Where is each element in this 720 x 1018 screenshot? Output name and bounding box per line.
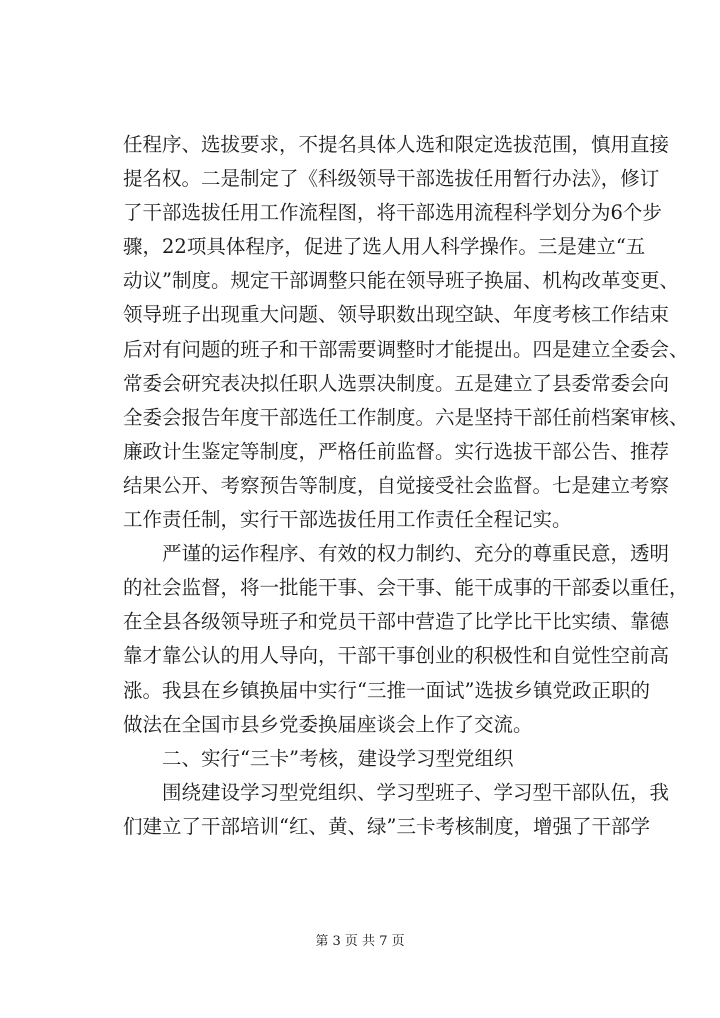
text-line: 廉政计生鉴定等制度，严格任前监督。实行选拔干部公告、推荐 (123, 439, 670, 463)
text-line: 骤，22项具体程序，促进了选人用人科学操作。三是建立“五 (123, 235, 646, 259)
text-line: 提名权。二是制定了《科级领导干部选拔任用暂行办法》，修订 (123, 167, 660, 191)
text-line: 在全县各级领导班子和党员干部中营造了比学比干比实绩、靠德 (123, 610, 670, 634)
text-line: 工作责任制，实行干部选拔任用工作责任全程记实。 (123, 508, 572, 532)
text-line: 们建立了干部培训“红、黄、绿”三卡考核制度，增强了干部学 (123, 814, 650, 838)
text-line: 任程序、选拔要求，不提名具体人选和限定选拔范围，慎用直接 (123, 133, 670, 156)
text-line: 动议”制度。规定干部调整只能在领导班子换届、机构改革变更、 (123, 269, 679, 293)
paragraph-first-line: 围绕建设学习型党组织、学习型班子、学习型干部队伍，我 (162, 780, 670, 804)
section-heading: 二、实行“三卡”考核，建设学习型党组织 (162, 746, 514, 770)
page-footer: 第 3 页 共 7 页 (315, 934, 405, 949)
text-line: 的社会监督，将一批能干事、会干事、能干成事的干部委以重任， (123, 576, 689, 600)
text-line: 了干部选拔任用工作流程图，将干部选用流程科学划分为6个步 (123, 201, 662, 225)
text-line: 结果公开、考察预告等制度，自觉接受社会监督。七是建立考察 (123, 473, 670, 497)
text-line: 后对有问题的班子和干部需要调整时才能提出。四是建立全委会、 (123, 337, 689, 361)
text-line: 全委会报告年度干部选任工作制度。六是坚持干部任前档案审核、 (123, 405, 689, 429)
text-line: 领导班子出现重大问题、领导职数出现空缺、年度考核工作结束 (123, 303, 670, 327)
text-line: 靠才靠公认的用人导向，干部干事创业的积极性和自觉性空前高 (123, 644, 670, 668)
text-line: 涨。我县在乡镇换届中实行“三推一面试”选拔乡镇党政正职的 (123, 678, 650, 702)
text-line: 做法在全国市县乡党委换届座谈会上作了交流。 (123, 712, 533, 736)
body-text (123, 128, 689, 844)
text-line: 常委会研究表决拟任职人选票决制度。五是建立了县委常委会向 (123, 371, 670, 395)
paragraph-first-line: 严谨的运作程序、有效的权力制约、充分的尊重民意，透明 (162, 542, 670, 566)
